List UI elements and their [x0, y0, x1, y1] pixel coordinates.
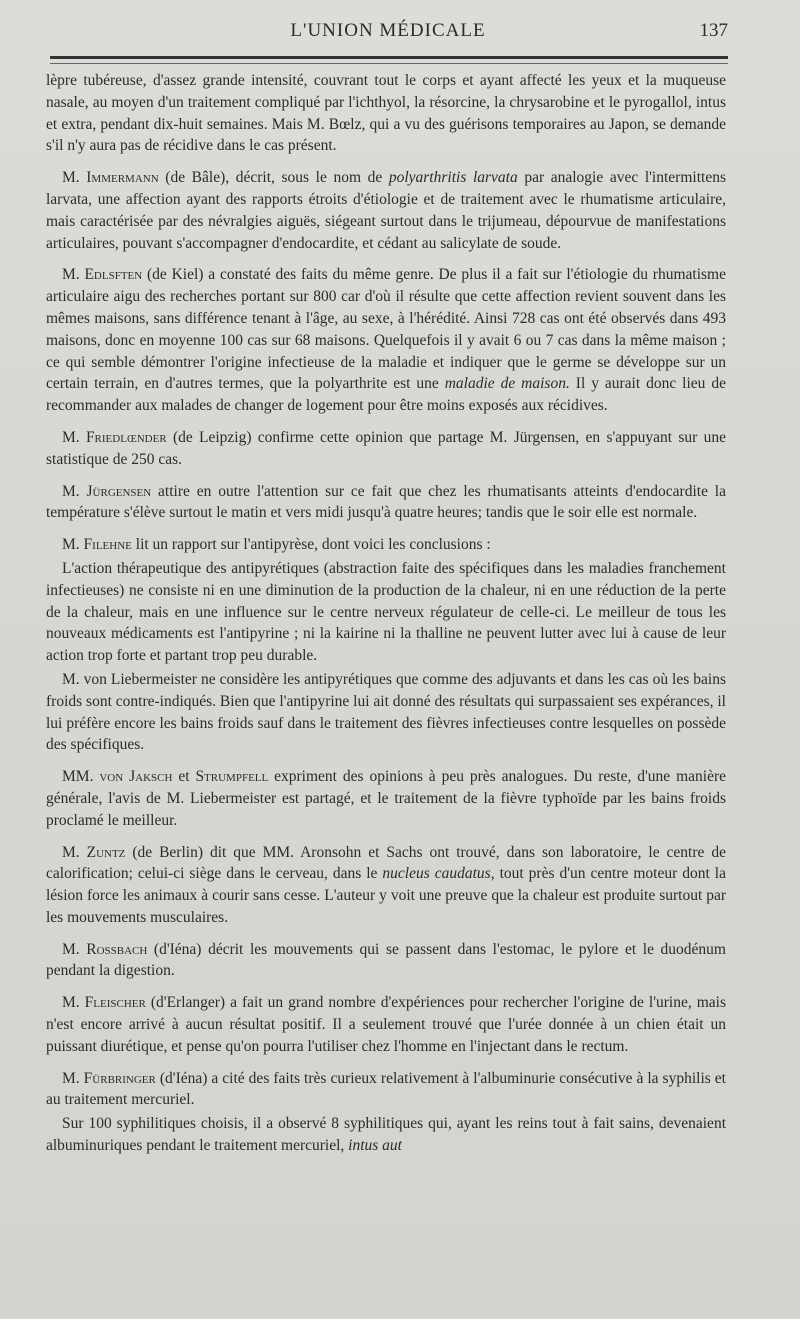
- paragraph: [46, 427, 726, 471]
- text-run: M.: [62, 428, 86, 446]
- header-rule: [50, 56, 728, 59]
- paragraph: [46, 669, 726, 756]
- text-run: M.: [62, 482, 87, 500]
- text-run: expriment des opinions à peu près analogues. Du reste, d'une manière générale, l'avis de M. Liebermeister est partagé, et le traitement de la fièvre typhoïde par les bains froids proclamé le meilleur.: [46, 768, 726, 829]
- text-run: , tout près d'un centre moteur dont la lésion force les animaux à courir sans cesse. L'auteur y voit une preuve que la chaleur est produite surtout par les mouvements musculaires.: [46, 865, 726, 926]
- paragraph: [46, 167, 726, 254]
- text-run: M.: [62, 266, 85, 284]
- page-number: 137: [699, 20, 728, 41]
- text-run: attire en outre l'attention sur ce fait que chez les rhumatisants atteints d'endocardite la température s'élève surtout le matin et vers midi jusqu'à quatre heures; tandis que le soir elle est normale.: [46, 482, 726, 522]
- italic-text: polyarthritis larvata: [388, 169, 518, 187]
- person-name: Rossbach: [86, 940, 148, 958]
- person-name: Edlsften: [84, 266, 143, 284]
- text-run: (de Leipzig) confirme cette opinion que partage M. Jürgensen, en s'appuyant sur une statistique de 250 cas.: [46, 428, 726, 468]
- paragraph: [46, 70, 726, 157]
- text-run: M.: [62, 1069, 84, 1087]
- text-run: Il y aurait donc lieu de recommander aux malades de changer de logement pour être moins exposés aux récidives.: [46, 375, 726, 415]
- page-header: [48, 16, 728, 50]
- text-run: (de Kiel) a constaté des faits du même genre. De plus il a fait sur l'étiologie du rhumatisme articulaire aigu des recherches portant sur 800 car d'où il résulte que cette affection revient souvent dans les mêmes maisons, sans différence tenant à l'âge, au sexe, à l'hérédité. Ainsi 728 cas ont été observés dans 493 maisons, donc en moyenne 100 cas sur 68 maisons. Quelquefois il y avait 6 ou 7 cas dans la même maison ; ce qui semble démontrer l'origine infectieuse de la maladie et indiquer que le germe se développe sur un certain terrain, en d'autres termes, que la polyarthrite est une: [46, 266, 726, 393]
- paragraph: [46, 842, 726, 929]
- person-name: Immermann: [86, 169, 159, 187]
- person-name: Fürbringer: [83, 1069, 156, 1087]
- header-rule-thin: [50, 63, 728, 64]
- body-text: [46, 70, 726, 1167]
- text-run: lèpre tubéreuse, d'assez grande intensité, couvrant tout le corps et ayant affecté les yeux et la muqueuse nasale, au moyen d'un traitement compliqué par l'ichthyol, la résorcine, la chrysarobine et le pyrogallol, intus et extra, pendant dix-huit semaines. Mais M. Bœlz, qui a vu des guérisons temporaires au Japon, se demande s'il n'y aura pas de récidive dans le cas présent.: [46, 72, 726, 155]
- italic-text: maladie de maison.: [444, 375, 570, 393]
- person-name: Strumpfell: [195, 768, 269, 786]
- text-run: MM.: [62, 768, 100, 786]
- text-run: (d'Iéna) décrit les mouvements qui se passent dans l'estomac, le pylore et le duodénum pendant la digestion.: [46, 940, 726, 980]
- paragraph: [46, 1068, 726, 1112]
- running-title: L'UNION MÉDICALE: [290, 20, 486, 41]
- person-name: Jürgensen: [86, 482, 152, 500]
- text-run: (d'Iéna) a cité des faits très curieux relativement à l'albuminurie consécutive à la syphilis et au traitement mercuriel.: [46, 1069, 726, 1109]
- text-run: M.: [62, 940, 87, 958]
- person-name: Filehne: [83, 536, 132, 554]
- person-name: Friedlœnder: [85, 428, 167, 446]
- italic-text: intus aut: [348, 1137, 402, 1155]
- text-run: (d'Erlanger) a fait un grand nombre d'expériences pour rechercher l'origine de l'urine, mais n'est encore arrivé à aucun résultat positif. Il a seulement trouvé que l'urée donnée à un chien était un puissant diurétique, et pense qu'on pourra l'utiliser chez l'homme en l'injectant dans le rectum.: [46, 994, 726, 1055]
- paragraph: [46, 534, 726, 556]
- person-name: Zuntz: [86, 843, 126, 861]
- text-run: M.: [62, 169, 87, 187]
- text-run: M.: [62, 843, 87, 861]
- person-name: von Jaksch: [99, 768, 173, 786]
- text-run: L'action thérapeutique des antipyrétiques (abstraction faite des spécifiques dans les maladies franchement infectieuses) ne consiste ni en une diminution de la production de la chaleur, ni en une réduction de la perte de la chaleur, mais en une influence sur le centre nerveux régulateur de celle-ci. Le meilleur de tous les nouveaux médicaments est l'antipyrine ; ni la kairine ni la thalline ne peuvent lutter avec lui à cause de leur action trop forte et partant trop peu durable.: [46, 559, 726, 665]
- text-run: M.: [62, 994, 85, 1012]
- text-run: (de Berlin) dit que MM. Aronsohn et Sachs ont trouvé, dans son laboratoire, le centre de calorification; celui-ci siège dans le cerveau, dans le: [46, 843, 726, 883]
- paragraph: [46, 939, 726, 983]
- paragraph: [46, 558, 726, 667]
- text-run: M. von Liebermeister ne considère les antipyrétiques que comme des adjuvants et dans les cas où les bains froids sont contre-indiqués. Bien que l'antipyrine lui ait donné des résultats qui surpassaient ses expérances, il lui préfère encore les bains froids sauf dans le traitement des fièvres infectieuses contre lesquelles on possède des spécifiques.: [46, 670, 726, 754]
- paragraph: [46, 264, 726, 417]
- text-run: (de Bâle), décrit, sous le nom de: [158, 169, 389, 187]
- text-run: par analogie avec l'intermittens larvata, une affection ayant des rapports étroits d'étiologie et de traitement avec le rhumatisme articulaire, mais caractérisée par des névralgies aiguës, siégeant surtout dans le trijumeau, dépourvue de manifestations articulaires, pouvant s'accompagner d'endocardite, et cédant au salicylate de soude.: [46, 169, 726, 252]
- text-run: lit un rapport sur l'antipyrèse, dont voici les conclusions :: [131, 536, 491, 554]
- text-run: Sur 100 syphilitiques choisis, il a observé 8 syphilitiques qui, ayant les reins tout à fait sains, devenaient albuminuriques pendant le traitement mercuriel,: [46, 1115, 726, 1155]
- text-run: M.: [62, 536, 84, 554]
- text-run: et: [172, 768, 196, 786]
- paragraph: [46, 992, 726, 1057]
- italic-text: nucleus caudatus: [382, 865, 491, 883]
- paragraph: [46, 766, 726, 831]
- person-name: Fleischer: [84, 994, 146, 1012]
- paragraph: [46, 1113, 726, 1157]
- paragraph: [46, 481, 726, 525]
